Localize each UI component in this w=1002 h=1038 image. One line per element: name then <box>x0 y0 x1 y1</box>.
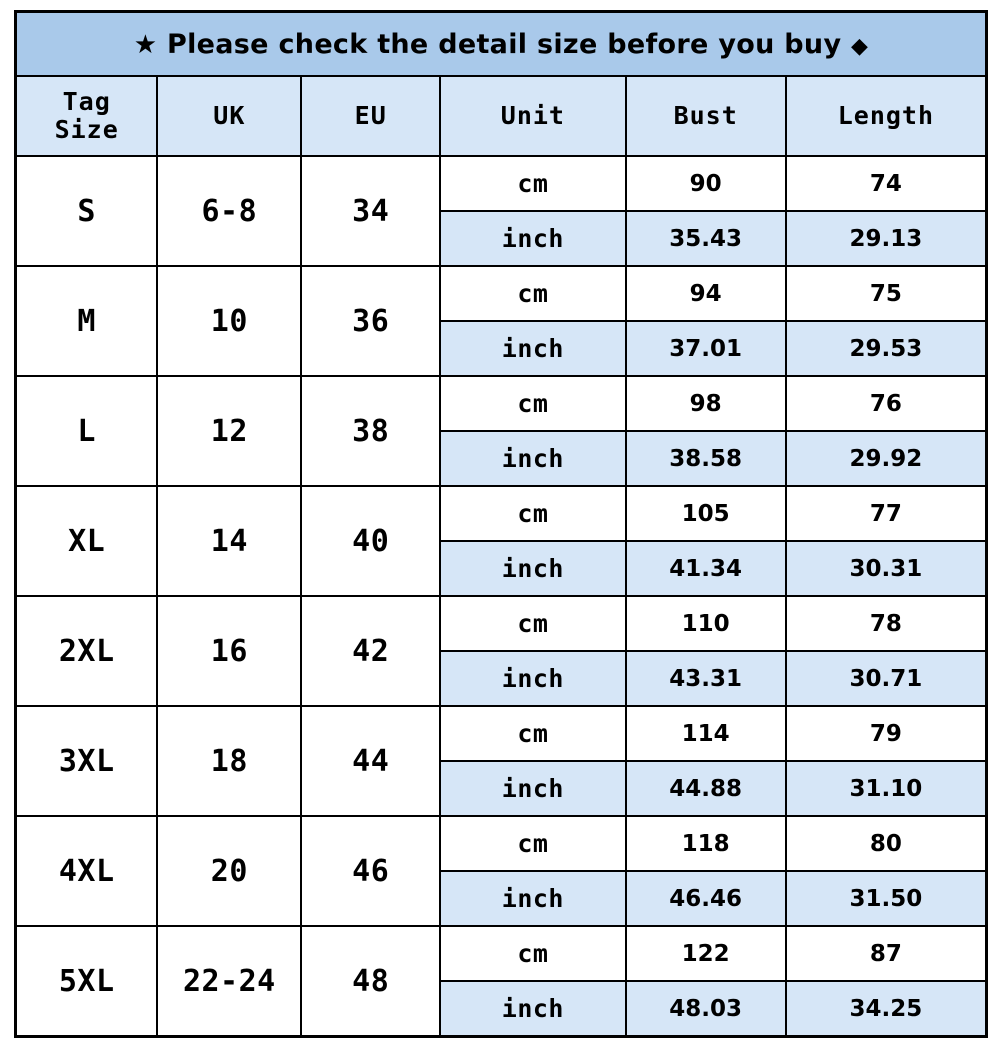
cell-length-inch: 30.31 <box>786 541 987 596</box>
cell-tag-size: L <box>16 376 158 486</box>
cell-bust-cm: 90 <box>626 156 786 211</box>
cell-length-inch: 31.10 <box>786 761 987 816</box>
header-uk: UK <box>157 76 301 156</box>
cell-unit-inch: inch <box>440 321 625 376</box>
cell-eu: 48 <box>301 926 440 1037</box>
header-eu: EU <box>301 76 440 156</box>
cell-unit-cm: cm <box>440 926 625 981</box>
cell-unit-inch: inch <box>440 541 625 596</box>
cell-length-inch: 29.92 <box>786 431 987 486</box>
cell-uk: 18 <box>157 706 301 816</box>
cell-bust-inch: 41.34 <box>626 541 786 596</box>
cell-tag-size: XL <box>16 486 158 596</box>
cell-length-inch: 31.50 <box>786 871 987 926</box>
table-row <box>16 266 987 321</box>
cell-uk: 12 <box>157 376 301 486</box>
cell-length-cm: 77 <box>786 486 987 541</box>
cell-unit-cm: cm <box>440 706 625 761</box>
cell-length-inch: 29.13 <box>786 211 987 266</box>
cell-eu: 42 <box>301 596 440 706</box>
cell-length-inch: 30.71 <box>786 651 987 706</box>
table-row <box>16 816 987 871</box>
cell-length-cm: 79 <box>786 706 987 761</box>
cell-bust-inch: 44.88 <box>626 761 786 816</box>
header-tag-size-line2: Size <box>54 115 119 144</box>
table-row <box>16 596 987 651</box>
header-length: Length <box>786 76 987 156</box>
cell-unit-cm: cm <box>440 486 625 541</box>
banner-cell <box>16 12 987 77</box>
cell-uk: 16 <box>157 596 301 706</box>
cell-bust-inch: 48.03 <box>626 981 786 1037</box>
cell-unit-cm: cm <box>440 816 625 871</box>
cell-eu: 34 <box>301 156 440 266</box>
cell-bust-inch: 38.58 <box>626 431 786 486</box>
cell-bust-cm: 105 <box>626 486 786 541</box>
cell-bust-cm: 118 <box>626 816 786 871</box>
header-row <box>16 76 987 156</box>
cell-length-cm: 87 <box>786 926 987 981</box>
table-row <box>16 376 987 431</box>
cell-eu: 44 <box>301 706 440 816</box>
cell-bust-inch: 37.01 <box>626 321 786 376</box>
cell-tag-size: 5XL <box>16 926 158 1037</box>
cell-eu: 40 <box>301 486 440 596</box>
cell-unit-cm: cm <box>440 266 625 321</box>
banner-text: Please check the detail size before you buy <box>167 28 842 60</box>
cell-uk: 6-8 <box>157 156 301 266</box>
cell-unit-inch: inch <box>440 211 625 266</box>
cell-unit-inch: inch <box>440 981 625 1037</box>
cell-tag-size: 3XL <box>16 706 158 816</box>
cell-eu: 38 <box>301 376 440 486</box>
cell-length-cm: 76 <box>786 376 987 431</box>
star-icon: ★ <box>133 29 158 60</box>
header-unit: Unit <box>440 76 625 156</box>
table-row <box>16 156 987 211</box>
cell-tag-size: S <box>16 156 158 266</box>
cell-eu: 36 <box>301 266 440 376</box>
header-bust: Bust <box>626 76 786 156</box>
cell-length-inch: 29.53 <box>786 321 987 376</box>
cell-unit-inch: inch <box>440 651 625 706</box>
cell-length-cm: 75 <box>786 266 987 321</box>
banner-row <box>16 12 987 77</box>
diamond-icon: ◆ <box>851 33 869 59</box>
cell-uk: 14 <box>157 486 301 596</box>
size-chart-table <box>14 10 988 1038</box>
cell-bust-inch: 43.31 <box>626 651 786 706</box>
header-tag-size <box>16 76 158 156</box>
cell-unit-inch: inch <box>440 871 625 926</box>
cell-unit-cm: cm <box>440 596 625 651</box>
cell-tag-size: 4XL <box>16 816 158 926</box>
cell-unit-inch: inch <box>440 431 625 486</box>
cell-unit-cm: cm <box>440 156 625 211</box>
header-tag-size-line1: Tag <box>62 87 111 116</box>
cell-length-cm: 78 <box>786 596 987 651</box>
cell-unit-cm: cm <box>440 376 625 431</box>
cell-bust-cm: 94 <box>626 266 786 321</box>
cell-unit-inch: inch <box>440 761 625 816</box>
table-row <box>16 486 987 541</box>
cell-uk: 20 <box>157 816 301 926</box>
cell-bust-inch: 35.43 <box>626 211 786 266</box>
cell-bust-cm: 98 <box>626 376 786 431</box>
cell-uk: 10 <box>157 266 301 376</box>
table-row <box>16 706 987 761</box>
cell-uk: 22-24 <box>157 926 301 1037</box>
cell-tag-size: 2XL <box>16 596 158 706</box>
cell-tag-size: M <box>16 266 158 376</box>
table-row <box>16 926 987 981</box>
cell-length-cm: 74 <box>786 156 987 211</box>
cell-eu: 46 <box>301 816 440 926</box>
cell-length-inch: 34.25 <box>786 981 987 1037</box>
cell-bust-cm: 122 <box>626 926 786 981</box>
cell-length-cm: 80 <box>786 816 987 871</box>
cell-bust-cm: 114 <box>626 706 786 761</box>
cell-bust-cm: 110 <box>626 596 786 651</box>
cell-bust-inch: 46.46 <box>626 871 786 926</box>
